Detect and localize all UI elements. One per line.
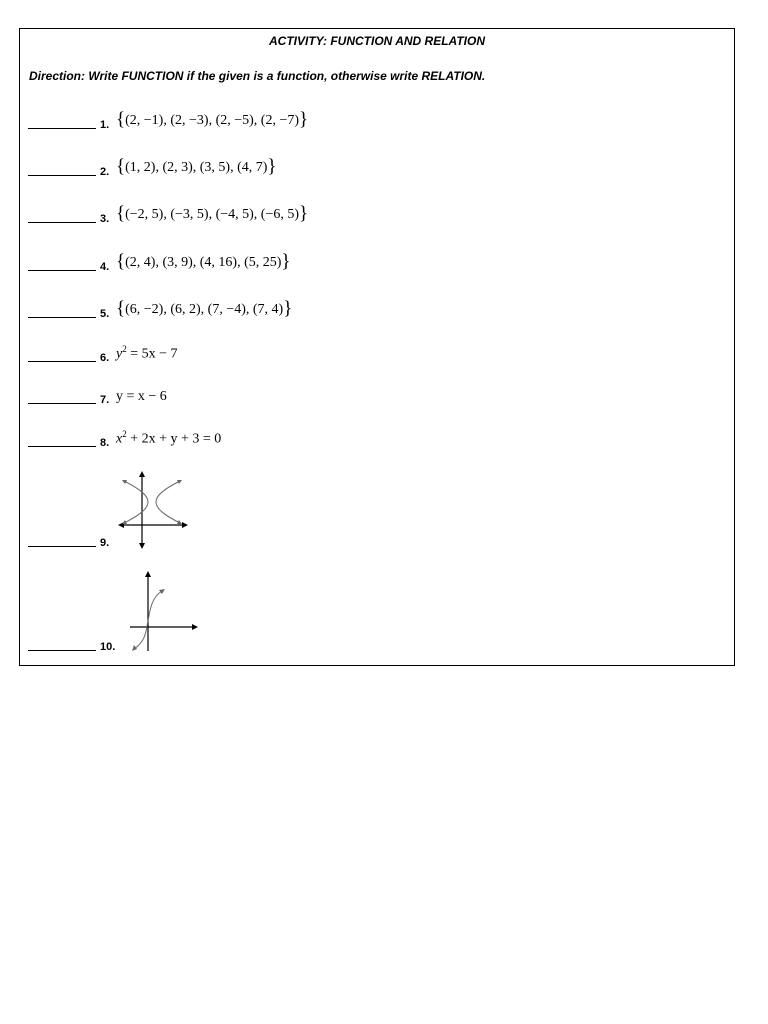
direction-text: Direction: Write FUNCTION if the given is a function, otherwise write RELATION. <box>29 69 486 83</box>
answer-blank-9[interactable] <box>28 546 96 547</box>
item-5 <box>28 300 428 320</box>
item-number: 9. <box>100 537 110 549</box>
item-10 <box>28 569 428 653</box>
answer-blank-4[interactable] <box>28 270 96 271</box>
item-number: 2. <box>100 166 110 178</box>
set-expression: {(2, −1), (2, −3), (2, −5), (2, −7)} <box>116 109 309 130</box>
answer-blank-5[interactable] <box>28 317 96 318</box>
set-expression: {(2, 4), (3, 9), (4, 16), (5, 25)} <box>116 251 291 272</box>
activity-sheet <box>19 28 735 666</box>
set-expression: {(1, 2), (2, 3), (3, 5), (4, 7)} <box>116 156 277 177</box>
item-number: 4. <box>100 261 110 273</box>
item-number: 5. <box>100 308 110 320</box>
set-expression: {(6, −2), (6, 2), (7, −4), (7, 4)} <box>116 298 293 319</box>
item-2 <box>28 158 428 178</box>
item-1 <box>28 111 428 131</box>
answer-blank-7[interactable] <box>28 403 96 404</box>
answer-blank-3[interactable] <box>28 222 96 223</box>
item-number: 6. <box>100 352 110 364</box>
item-number: 3. <box>100 213 110 225</box>
item-number: 8. <box>100 437 110 449</box>
activity-title: ACTIVITY: FUNCTION AND RELATION <box>269 34 485 48</box>
cubic-root-curve-graph <box>124 569 198 653</box>
item-7 <box>28 386 428 406</box>
two-opening-curves-graph <box>116 469 188 549</box>
answer-blank-6[interactable] <box>28 361 96 362</box>
item-number: 1. <box>100 119 110 131</box>
item-number: 7. <box>100 394 110 406</box>
item-6 <box>28 344 428 364</box>
answer-blank-2[interactable] <box>28 175 96 176</box>
item-3 <box>28 205 428 225</box>
answer-blank-8[interactable] <box>28 446 96 447</box>
answer-blank-1[interactable] <box>28 128 96 129</box>
item-9 <box>28 467 428 549</box>
item-4 <box>28 253 428 273</box>
item-number: 10. <box>100 641 116 653</box>
equation: $x^2 + 2x + y + 3 = 0$ <box>116 429 222 447</box>
equation: y = x − 6 <box>116 389 167 404</box>
equation: $y^2 = 5x - 7$ <box>116 344 178 362</box>
set-expression: {(−2, 5), (−3, 5), (−4, 5), (−6, 5)} <box>116 203 309 224</box>
answer-blank-10[interactable] <box>28 650 96 651</box>
item-8 <box>28 429 428 449</box>
